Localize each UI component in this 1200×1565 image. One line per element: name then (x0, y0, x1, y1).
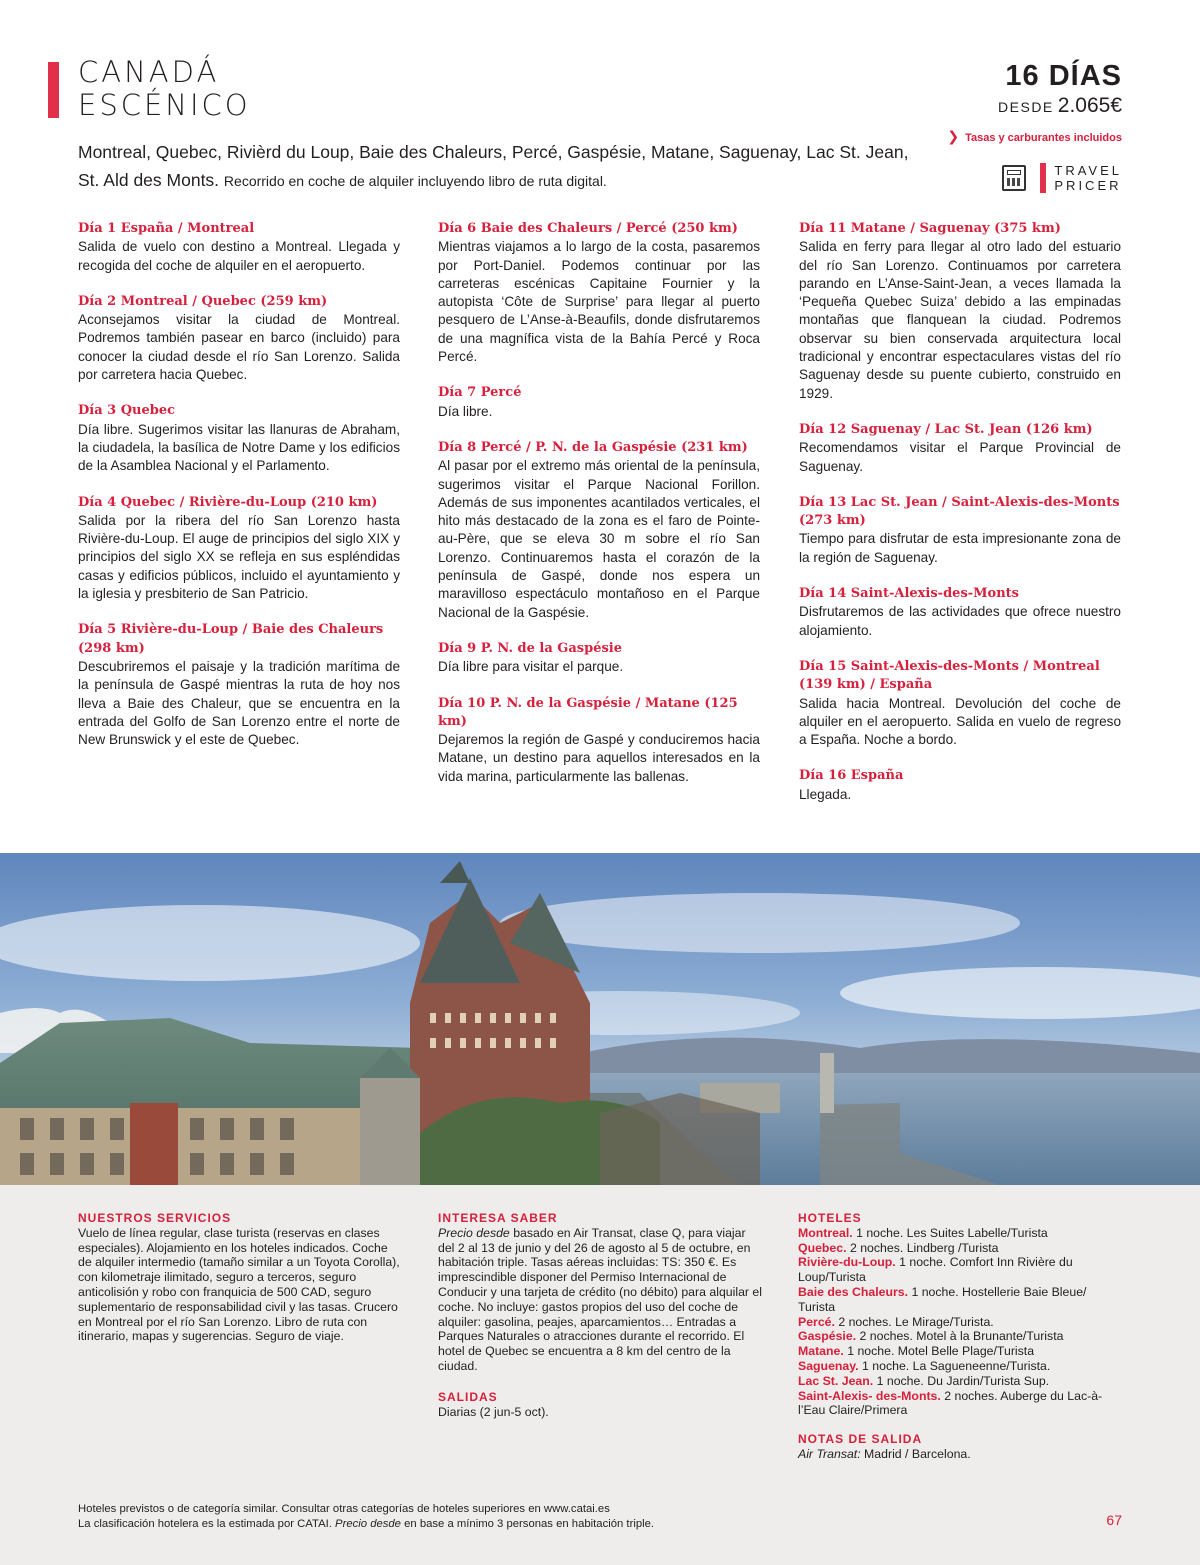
day-description: Aconsejamos visitar la ciudad de Montreal. Podremos también pasear en barco (incluido) para conocer la ciudad desde el río San Lorenzo. Salida por carretera hacia Quebec. (78, 312, 400, 383)
hotel-item (798, 1389, 1122, 1419)
taxes-note-text: Tasas y carburantes incluidos (965, 132, 1122, 144)
itinerary-day (799, 585, 1121, 640)
day-title: Día 5 Rivière-du-Loup / Baie des Chaleurs (298 km) (78, 622, 384, 656)
quebec-skyline-illustration (0, 853, 1200, 1185)
day-title: Día 1 España / Montreal (78, 221, 255, 236)
services-text: Vuelo de línea regular, clase turista (reservas en clases especiales). Alojamiento en los hoteles indicados. Coche de alquiler intermedio (tamaño similar a un Toyota Corolla), con kilometraje ilimitado, seguro a terceros, seguro anticolisión y robo con franquicia de 500 CAD, seguro suplementario de responsabilidad civil y las tasas. Crucero en Montreal por el río San Lorenzo. Libro de ruta con itinerario, mapas y sugerencias. Seguro de viaje. (78, 1225, 400, 1344)
itinerary-day (438, 640, 760, 677)
page-number: 67 (1106, 1512, 1122, 1528)
hotel-item (798, 1255, 1122, 1285)
footer-line-1: Hoteles previstos o de categoría similar. Consultar otras categorías de hoteles superiores en www.catai.es (78, 1503, 610, 1515)
hotel-list (798, 1226, 1122, 1418)
hotel-city: Lac St. Jean. (798, 1373, 874, 1388)
day-description: Dejaremos la región de Gaspé y conduciremos hacia Matane, un destino para aquellos interesados en la vida marina, particularmente las ballenas. (438, 732, 760, 784)
day-title: Día 9 P. N. de la Gaspésie (438, 640, 623, 656)
itinerary-day (78, 621, 400, 749)
day-description: Llegada. (799, 786, 852, 802)
hotel-detail: 1 noche. Comfort Inn Rivière du Loup/Turista (798, 1255, 1073, 1285)
interesa-lead: Precio desde (438, 1225, 510, 1240)
itinerary-day (78, 402, 400, 475)
title-line-1: CANADÁ (78, 55, 220, 89)
itinerary-day (799, 220, 1121, 403)
route-note: Recorrido en coche de alquiler incluyendo libro de ruta digital. (223, 173, 607, 189)
hotel-city: Saguenay. (798, 1358, 859, 1373)
day-description: Descubriremos el paisaje y la tradición marítima de la península de Gaspé mientras la ruta de hoy nos lleva a Baie des Chaleur, que se encuentra en la entrada del Golfo de San Lorenzo entre el norte de New Brunswick y el este de Quebec. (78, 658, 400, 748)
title-accent-bar (48, 62, 59, 118)
itinerary-day (78, 293, 400, 384)
hotel-city: Baie des Chaleurs. (798, 1284, 909, 1299)
itinerary-column-2 (438, 220, 760, 804)
itinerary-column-1 (78, 220, 400, 767)
route-summary (78, 138, 918, 195)
hotel-city: Saint-Alexis- des-Monts. (798, 1388, 941, 1403)
day-title: Día 3 Quebec (78, 403, 176, 419)
itinerary-day (438, 384, 760, 421)
itinerary-day (799, 658, 1121, 749)
hotel-item (798, 1285, 1122, 1315)
pricer-accent-bar (1040, 163, 1046, 193)
hotel-item (798, 1241, 1122, 1256)
page-title (78, 56, 251, 122)
quebec-city-photo (0, 853, 1200, 1185)
interesa-section (438, 1211, 762, 1419)
day-description: Salida por la ribera del río San Lorenzo hasta Rivière-du-Loup. El auge de principios del siglo XIX y principios del siglo XX se refleja en sus espléndidas casas y edificios públicos, incluido el ayuntamiento y la iglesia y presbiterio de San Patricio. (78, 512, 400, 602)
interesa-text (438, 1226, 762, 1374)
day-title: Día 15 Saint-Alexis-des-Monts / Montreal (139 km) / España (799, 658, 1100, 693)
day-title: Día 10 P. N. de la Gaspésie / Matane (125 km) (438, 695, 738, 729)
hotel-city: Montreal. (798, 1225, 853, 1240)
hotel-city: Percé. (798, 1314, 835, 1329)
trip-duration: 16 DÍAS (1005, 60, 1122, 92)
hotel-item (798, 1329, 1122, 1344)
hotel-item (798, 1315, 1122, 1330)
hotels-section (798, 1211, 1122, 1462)
day-description: Día libre para visitar el parque. (438, 659, 624, 675)
services-title: NUESTROS SERVICIOS (78, 1211, 232, 1225)
travel-pricer-logo (1002, 163, 1122, 193)
day-title: Día 7 Percé (438, 385, 522, 401)
day-title: Día 2 Montreal / Quebec (259 km) (78, 293, 328, 309)
itinerary-day (438, 220, 760, 366)
hotel-detail: 2 noches. Auberge du Lac-à-l’Eau Claire/Primera (798, 1388, 1103, 1418)
hotel-detail: 1 noche. Les Suites Labelle/Turista (852, 1225, 1048, 1240)
hotel-detail: 1 noche. Du Jardin/Turista Sup. (873, 1373, 1050, 1388)
day-title: Día 12 Saguenay / Lac St. Jean (126 km) (799, 421, 1093, 437)
hotel-detail: 2 noches. Le Mirage/Turista. (834, 1314, 994, 1329)
hotel-city: Quebec. (798, 1240, 847, 1255)
itinerary-day (438, 439, 760, 622)
hotel-detail: 2 noches. Motel à la Brunante/Turista (856, 1329, 1064, 1344)
day-description: Día libre. Sugerimos visitar las llanuras de Abraham, la ciudadela, la basílica de Notre Dame y los edificios de la Asamblea Nacional y el Parlamento. (78, 421, 400, 474)
hotel-detail: 1 noche. La Sagueneenne/Turista. (858, 1358, 1051, 1373)
price-value: 2.065€ (1057, 94, 1122, 117)
price-desde-label: DESDE (998, 99, 1054, 115)
hotel-detail: 2 noches. Lindberg /Turista (846, 1240, 999, 1255)
services-section (78, 1211, 402, 1344)
hotel-detail: 1 noche. Hostellerie Baie Bleue/ Turista (798, 1284, 1087, 1314)
hotel-item (798, 1226, 1122, 1241)
hotel-item (798, 1374, 1122, 1389)
chevron-right-icon: ❯ (947, 128, 960, 144)
hotel-city: Rivière-du-Loup. (798, 1255, 896, 1270)
itinerary-day (799, 494, 1121, 567)
salidas-title: SALIDAS (438, 1389, 498, 1404)
hotels-title: HOTELES (798, 1211, 862, 1225)
salidas-text: Diarias (2 jun-5 oct). (438, 1404, 549, 1419)
notas-text (798, 1447, 1122, 1462)
interesa-body: basado en Air Transat, clase Q, para viajar del 2 al 13 de junio y del 26 de agosto al 5 de octubre, en habitación triple. Tasas aéreas incluidas: TS: 350 €. Es imprescindible disponer del Permiso Internacional de Conducir y una tarjeta de crédito (no débito) para alquilar el coche. No incluye: gastos propios del uso del coche de alquiler: gasolina, peajes, aparcamientos… Entradas a Parques Naturales o atracciones durante el recorrido. El hotel de Quebec se encuentra a 8 km del centro de la ciudad. (438, 1225, 763, 1373)
day-title: Día 16 España (799, 768, 904, 784)
day-description: Tiempo para disfrutar de esta impresionante zona de la región de Saguenay. (799, 531, 1121, 565)
footer-line-2c: en base a mínimo 3 personas en habitación triple. (400, 1518, 655, 1530)
day-title: Día 4 Quebec / Rivière-du-Loup (210 km) (78, 494, 378, 510)
route-cities: Montreal, Quebec, Rivièrd du Loup, Baie des Chaleurs, Percé, Gaspésie, Matane, Saguenay, Lac St. Jean, St. Ald des Monts. (78, 142, 909, 190)
day-description: Día libre. (438, 403, 493, 419)
footer-line-2 (78, 1517, 654, 1532)
notas-body: Madrid / Barcelona. (860, 1446, 971, 1461)
hotel-item (798, 1344, 1122, 1359)
footer-line-2a: La clasificación hotelera es la estimada por CATAI. (78, 1518, 336, 1530)
day-title: Día 14 Saint-Alexis-des-Monts (799, 586, 1019, 602)
footer-notes (78, 1502, 654, 1532)
price-block (998, 94, 1122, 118)
day-title: Día 11 Matane / Saguenay (375 km) (799, 221, 1061, 236)
pricer-line-2: PRICER (1054, 178, 1122, 193)
day-description: Disfrutaremos de las actividades que ofrece nuestro alojamiento. (799, 604, 1121, 638)
itinerary-day (78, 220, 400, 275)
interesa-title: INTERESA SABER (438, 1211, 558, 1225)
hotel-city: Matane. (798, 1344, 844, 1359)
calculator-icon (1002, 165, 1026, 191)
day-description: Al pasar por el extremo más oriental de la península, sugerimos visitar el Parque Nacional Forillon. Además de sus imponentes acantilados verticales, el hito más destacado de la zona es el faro de Pointe-au-Père, que se eleva 30 m sobre el río San Lorenzo. Continuaremos hasta el corazón de la península de Gaspé, donde nos espera un maravilloso espectáculo montañoso en el Parque Nacional de la Gaspésie. (438, 458, 760, 620)
itinerary-day (78, 494, 400, 604)
notas-lead: Air Transat: (798, 1446, 861, 1461)
day-title: Día 13 Lac St. Jean / Saint-Alexis-des-Monts (273 km) (799, 494, 1120, 529)
pricer-line-1: TRAVEL (1054, 163, 1122, 178)
itinerary-column-3 (799, 220, 1121, 822)
title-line-2: ESCÉNICO (78, 88, 251, 122)
footer-line-2b: Precio desde (335, 1518, 401, 1530)
day-title: Día 6 Baie des Chaleurs / Percé (250 km) (438, 221, 738, 236)
day-description: Salida hacia Montreal. Devolución del coche de alquiler en el aeropuerto. Salida en vuelo de regreso a España. Noche a bordo. (799, 695, 1121, 748)
day-description: Recomendamos visitar el Parque Provincial de Saguenay. (799, 440, 1121, 474)
notas-title: NOTAS DE SALIDA (798, 1432, 923, 1447)
hotel-city: Gaspésie. (798, 1329, 857, 1344)
itinerary-day (799, 421, 1121, 476)
day-description: Salida en ferry para llegar al otro lado del estuario del río San Lorenzo. Continuamos por carretera parando en L’Anse-Saint-Jean, a veces llamada la ‘Pequeña Quebec Suiza’ debido a las empinadas montañas que flanquean la ciudad. Podremos observar su bien conservada arquitectura local tradicional y encontrar espectaculares vistas del río Saguenay desde su puente cubierto, construido en 1929. (799, 239, 1121, 401)
itinerary-day (438, 695, 760, 786)
hotel-item (798, 1359, 1122, 1374)
day-description: Mientras viajamos a lo largo de la costa, pasaremos por Port-Daniel. Podemos continuar por las carreteras escénicas Capitaine Fournier y la autopista ‘Côte de Surprise’ para llegar al puerto pesquero de L’Anse-à-Beaufils, donde disfrutaremos de una magnífica vista de la Bahía Percé y Roca Percé. (438, 239, 760, 365)
taxes-note (947, 128, 1122, 145)
itinerary-day (799, 767, 1121, 804)
day-description: Salida de vuelo con destino a Montreal. Llegada y recogida del coche de alquiler en el aeropuerto. (78, 239, 400, 273)
hotel-detail: 1 noche. Motel Belle Plage/Turista (843, 1344, 1035, 1359)
day-title: Día 8 Percé / P. N. de la Gaspésie (231 km) (438, 439, 748, 455)
pricer-text (1054, 163, 1122, 193)
